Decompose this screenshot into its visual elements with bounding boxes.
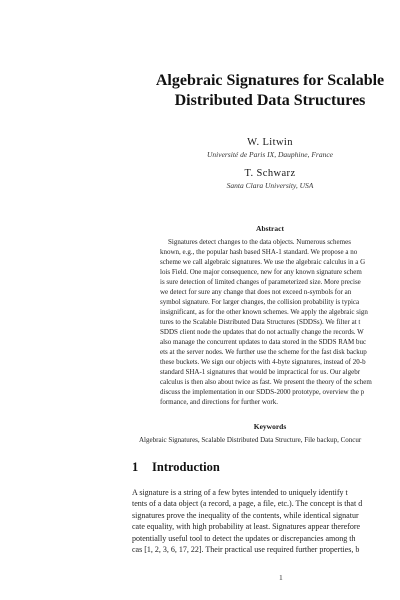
abstract-line: tures to the Scalable Distributed Data Structures (SDDSs). We filter at t — [160, 318, 361, 326]
keywords-heading: Keywords — [253, 422, 287, 431]
author-affiliation-1: Université de Paris IX, Dauphine, France — [206, 150, 333, 159]
body-line: cas [1, 2, 3, 6, 17, 22]. Their practical use required further properties, b — [132, 545, 360, 554]
abstract-line: ets at the server nodes. We further use the scheme for the fast disk backup — [160, 348, 367, 356]
abstract-line: lois Field. One major consequence, new for any known signature schem — [160, 268, 362, 276]
abstract-line: SDDS client node the updates that do not actually change the records. W — [160, 328, 364, 336]
paper-title-line-1: Algebraic Signatures for Scalable — [155, 72, 385, 89]
section-title: Introduction — [152, 460, 220, 474]
abstract-line: formance, and directions for further work. — [160, 398, 278, 406]
body-line: potentially useful tool to detect the updates or discrepancies among th — [132, 534, 356, 543]
abstract-line: Signatures detect changes to the data objects. Numerous schemes — [168, 238, 351, 246]
body-line: tents of a data object (a record, a page, a file, etc.). The concept is that d — [132, 499, 363, 508]
abstract-line: calculus is then also about twice as fast. We present the theory of the schem — [160, 378, 372, 386]
abstract-line: discuss the implementation in our SDDS-2000 prototype, overview the p — [160, 388, 365, 396]
abstract-line: these buckets. We sign our objects with 4-byte signatures, instead of 20-b — [160, 358, 366, 366]
author-affiliation-2: Santa Clara University, USA — [226, 181, 314, 190]
paper-title-line-2: Distributed Data Structures — [174, 92, 366, 109]
abstract-line: is sure detection of limited changes of parameterized size. More precise — [160, 278, 361, 286]
body-line: cate equality, with high probability at least. Signatures appear therefore — [132, 522, 361, 531]
abstract-line: scheme we call algebraic signatures. We use the algebraic calculus in a G — [160, 258, 366, 266]
body-line: A signature is a string of a few bytes intended to uniquely identify t — [132, 488, 348, 497]
body-line: signatures prove the inequality of the contents, while identical signatur — [132, 511, 359, 520]
abstract-line: known, e.g., the popular hash based SHA-1 standard. We propose a no — [160, 248, 358, 256]
abstract-line: standard SHA-1 signatures that would be impractical for us. Our algebr — [160, 368, 361, 376]
author-name-2: T. Schwarz — [244, 168, 296, 179]
abstract-heading: Abstract — [256, 224, 284, 233]
abstract-line: insignificant, as for the other known schemes. We apply the algebraic sign — [160, 308, 368, 316]
abstract-line: we detect for sure any change that does not exceed n-symbols for an — [160, 288, 352, 296]
section-number: 1 — [132, 460, 139, 474]
keywords-text: Algebraic Signatures, Scalable Distributed Data Structure, File backup, Concur — [139, 436, 362, 444]
abstract-line: symbol signature. For larger changes, the collision probability is typica — [160, 298, 360, 306]
page-number: 1 — [279, 573, 283, 582]
author-name-1: W. Litwin — [247, 137, 293, 148]
section-heading — [132, 460, 220, 475]
abstract-line: also manage the concurrent updates to data stored in the SDDS RAM buc — [160, 338, 367, 346]
